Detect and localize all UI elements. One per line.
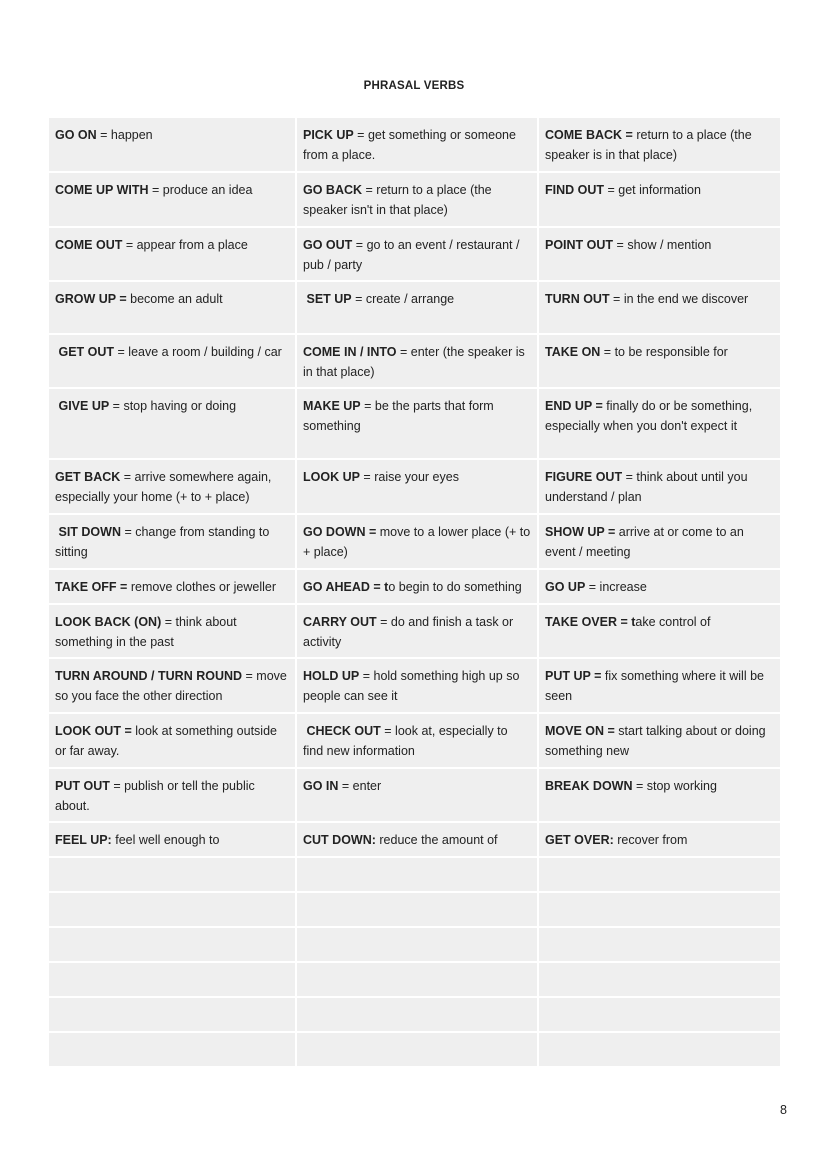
verb-cell — [539, 389, 780, 460]
verb-meaning: get information — [618, 183, 701, 197]
separator: = — [120, 470, 135, 484]
phrasal-verb: PUT UP = — [545, 669, 602, 683]
phrasal-verb: GET OVER: — [545, 833, 614, 847]
empty-cell — [539, 858, 780, 893]
verb-meaning: move to a lower place (+ to + place) — [303, 525, 531, 559]
empty-cell — [297, 893, 539, 928]
verb-cell — [297, 515, 539, 570]
separator: = — [109, 779, 125, 793]
verb-meaning: enter — [352, 779, 382, 793]
empty-cell — [539, 998, 780, 1033]
verb-meaning: recover from — [617, 833, 688, 847]
table-row — [49, 769, 780, 823]
separator: = — [604, 183, 619, 197]
phrasal-verb: GET BACK — [55, 470, 121, 484]
verb-meaning: to be responsible for — [614, 345, 728, 359]
phrasal-verb: SET UP — [306, 292, 352, 306]
phrasal-verb: GO AHEAD = t — [303, 580, 389, 594]
verb-cell — [297, 173, 539, 228]
verb-cell — [49, 228, 297, 282]
table-row — [49, 228, 780, 282]
separator: = — [396, 345, 411, 359]
separator: = — [353, 128, 368, 142]
phrasal-verb: GO BACK — [303, 183, 363, 197]
phrasal-verb: TAKE ON — [545, 345, 601, 359]
verb-meaning: go to an event / restaurant / pub / party — [303, 238, 520, 272]
verb-cell — [539, 118, 780, 173]
verb-meaning: do and finish a task or activity — [303, 615, 514, 649]
separator: = — [352, 238, 367, 252]
verb-meaning: change from standing to sitting — [55, 525, 270, 559]
verb-meaning: reduce the amount of — [379, 833, 498, 847]
verb-meaning: think about until you understand / plan — [545, 470, 748, 504]
phrasal-verb: LOOK OUT = — [55, 724, 132, 738]
phrasal-verb: FEEL UP: — [55, 833, 112, 847]
verb-cell — [49, 659, 297, 714]
verb-meaning: move so you face the other direction — [55, 669, 287, 703]
verb-cell — [49, 389, 297, 460]
verb-cell — [49, 118, 297, 173]
verb-meaning: in the end we discover — [623, 292, 749, 306]
verb-meaning: stop working — [646, 779, 717, 793]
verb-cell — [539, 714, 780, 769]
phrasal-verb: GIVE UP — [58, 399, 110, 413]
empty-cell — [49, 998, 297, 1033]
page-number: 8 — [780, 1103, 787, 1117]
verb-cell — [297, 460, 539, 515]
phrasal-verb: COME UP WITH — [55, 183, 149, 197]
separator: = — [362, 183, 377, 197]
phrasal-verb: FIND OUT — [545, 183, 605, 197]
verb-cell — [539, 769, 780, 823]
verb-cell — [297, 335, 539, 389]
phrasal-verb: CARRY OUT — [303, 615, 377, 629]
phrasal-verbs-table — [49, 118, 780, 1068]
phrasal-verb: TURN OUT — [545, 292, 610, 306]
table-row — [49, 605, 780, 659]
verb-meaning: hold something high up so people can see it — [303, 669, 520, 703]
verb-meaning: feel well enough to — [115, 833, 220, 847]
verb-cell — [49, 460, 297, 515]
verb-meaning: appear from a place — [136, 238, 248, 252]
verb-cell — [539, 460, 780, 515]
verb-meaning: remove clothes or jeweller — [130, 580, 277, 594]
verb-meaning: arrive somewhere again, especially your home (+ to + place) — [55, 470, 272, 504]
phrasal-verb: GROW UP = — [55, 292, 127, 306]
verb-meaning: show / mention — [627, 238, 712, 252]
verb-cell — [297, 118, 539, 173]
separator: = — [338, 779, 353, 793]
separator: = — [109, 399, 124, 413]
phrasal-verb: SIT DOWN — [58, 525, 121, 539]
phrasal-verb: COME IN / INTO — [303, 345, 397, 359]
verb-cell — [539, 228, 780, 282]
verb-meaning: leave a room / building / car — [128, 345, 282, 359]
verb-meaning: raise your eyes — [374, 470, 459, 484]
phrasal-verb: CUT DOWN: — [303, 833, 376, 847]
verb-meaning: enter (the speaker is in that place) — [303, 345, 525, 379]
verb-cell — [49, 515, 297, 570]
verb-cell — [297, 570, 539, 605]
separator: = — [359, 470, 375, 484]
empty-cell — [539, 928, 780, 963]
verb-meaning: arrive at or come to an event / meeting — [545, 525, 744, 559]
verb-meaning: finally do or be something, especially when you don't expect it — [545, 399, 753, 433]
phrasal-verbs-table-body — [49, 118, 780, 1068]
phrasal-verb: GO ON — [55, 128, 97, 142]
verb-cell — [297, 823, 539, 858]
empty-table-row — [49, 893, 780, 928]
phrasal-verb: SHOW UP = — [545, 525, 616, 539]
page-title: PHRASAL VERBS — [363, 80, 465, 92]
separator: = — [613, 238, 628, 252]
table-row — [49, 460, 780, 515]
separator: = — [585, 580, 600, 594]
phrasal-verb: PICK UP — [303, 128, 354, 142]
separator: = — [632, 779, 647, 793]
verb-meaning: happen — [110, 128, 153, 142]
phrasal-verb: COME BACK = — [545, 128, 633, 142]
separator: = — [161, 615, 176, 629]
empty-cell — [49, 893, 297, 928]
phrasal-verb: FIGURE OUT — [545, 470, 623, 484]
phrasal-verb: END UP = — [545, 399, 603, 413]
verb-cell — [49, 714, 297, 769]
phrasal-verb: TURN AROUND / TURN ROUND — [55, 669, 243, 683]
separator: = — [380, 724, 396, 738]
verb-meaning: increase — [599, 580, 647, 594]
phrasal-verb: LOOK BACK (ON) — [55, 615, 162, 629]
phrasal-verb: GO OUT — [303, 238, 353, 252]
separator: = — [376, 615, 391, 629]
separator: = — [122, 238, 137, 252]
empty-cell — [539, 893, 780, 928]
verb-meaning: create / arrange — [365, 292, 455, 306]
verb-meaning: publish or tell the public about. — [55, 779, 255, 813]
table-row — [49, 823, 780, 858]
verb-cell — [49, 282, 297, 335]
phrasal-verb: MAKE UP — [303, 399, 361, 413]
verb-meaning: return to a place (the speaker is in that place) — [545, 128, 752, 162]
empty-cell — [49, 928, 297, 963]
empty-cell — [49, 858, 297, 893]
separator: = — [351, 292, 366, 306]
verb-cell — [49, 335, 297, 389]
verb-cell — [49, 769, 297, 823]
verb-cell — [49, 823, 297, 858]
table-row — [49, 515, 780, 570]
verb-cell — [297, 282, 539, 335]
separator: = — [96, 128, 111, 142]
verb-meaning: o begin to do something — [388, 580, 522, 594]
separator: = — [609, 292, 624, 306]
verb-cell — [539, 823, 780, 858]
separator: = — [148, 183, 163, 197]
phrasal-verb: PUT OUT — [55, 779, 110, 793]
table-row — [49, 118, 780, 173]
phrasal-verb: TAKE OFF = — [55, 580, 128, 594]
verb-meaning: get something or someone from a place. — [303, 128, 516, 162]
table-row — [49, 173, 780, 228]
verb-cell — [539, 659, 780, 714]
verb-cell — [297, 769, 539, 823]
empty-table-row — [49, 928, 780, 963]
phrasal-verb: GO IN — [303, 779, 339, 793]
empty-table-row — [49, 858, 780, 893]
verb-meaning: start talking about or doing something new — [545, 724, 766, 758]
phrasal-verb: GO DOWN = — [303, 525, 377, 539]
empty-cell — [297, 963, 539, 998]
verb-meaning: stop having or doing — [123, 399, 237, 413]
separator: = — [114, 345, 129, 359]
empty-table-row — [49, 963, 780, 998]
empty-cell — [539, 1033, 780, 1068]
empty-cell — [49, 1033, 297, 1068]
verb-meaning: ake control of — [635, 615, 711, 629]
verb-cell — [539, 605, 780, 659]
verb-cell — [539, 515, 780, 570]
table-row — [49, 335, 780, 389]
table-row — [49, 570, 780, 605]
verb-cell — [297, 389, 539, 460]
verb-meaning: be the parts that form something — [303, 399, 494, 433]
table-row — [49, 282, 780, 335]
separator: = — [622, 470, 637, 484]
verb-cell — [49, 173, 297, 228]
phrasal-verb: POINT OUT — [545, 238, 614, 252]
verb-cell — [539, 173, 780, 228]
phrasal-verb: LOOK UP — [303, 470, 360, 484]
separator: = — [242, 669, 257, 683]
verb-cell — [539, 282, 780, 335]
verb-cell — [49, 570, 297, 605]
verb-meaning: fix something where it will be seen — [545, 669, 764, 703]
phrasal-verb: GO UP — [545, 580, 586, 594]
empty-cell — [297, 1033, 539, 1068]
table-row — [49, 389, 780, 460]
separator: = — [600, 345, 615, 359]
verb-meaning: produce an idea — [162, 183, 253, 197]
empty-cell — [297, 998, 539, 1033]
verb-cell — [297, 228, 539, 282]
empty-table-row — [49, 998, 780, 1033]
phrasal-verb: COME OUT — [55, 238, 123, 252]
phrasal-verb: BREAK DOWN — [545, 779, 633, 793]
phrasal-verb: MOVE ON = — [545, 724, 615, 738]
empty-cell — [297, 928, 539, 963]
table-row — [49, 659, 780, 714]
verb-cell — [539, 335, 780, 389]
verb-cell — [297, 714, 539, 769]
verb-meaning: think about something in the past — [55, 615, 237, 649]
separator: = — [359, 669, 374, 683]
phrasal-verb: GET OUT — [58, 345, 115, 359]
verb-meaning: look at, especially to find new information — [303, 724, 508, 758]
verb-cell — [297, 659, 539, 714]
separator: = — [360, 399, 375, 413]
verb-cell — [539, 570, 780, 605]
verb-meaning: look at something outside or far away. — [55, 724, 277, 758]
verb-cell — [297, 605, 539, 659]
table-row — [49, 714, 780, 769]
verb-cell — [49, 605, 297, 659]
empty-table-row — [49, 1033, 780, 1068]
verb-meaning: become an adult — [130, 292, 223, 306]
separator: = — [120, 525, 136, 539]
empty-cell — [297, 858, 539, 893]
verb-meaning: return to a place (the speaker isn't in that place) — [303, 183, 492, 217]
empty-cell — [49, 963, 297, 998]
empty-cell — [539, 963, 780, 998]
phrasal-verb: CHECK OUT — [306, 724, 381, 738]
phrasal-verb: TAKE OVER = t — [545, 615, 636, 629]
phrasal-verb: HOLD UP — [303, 669, 360, 683]
